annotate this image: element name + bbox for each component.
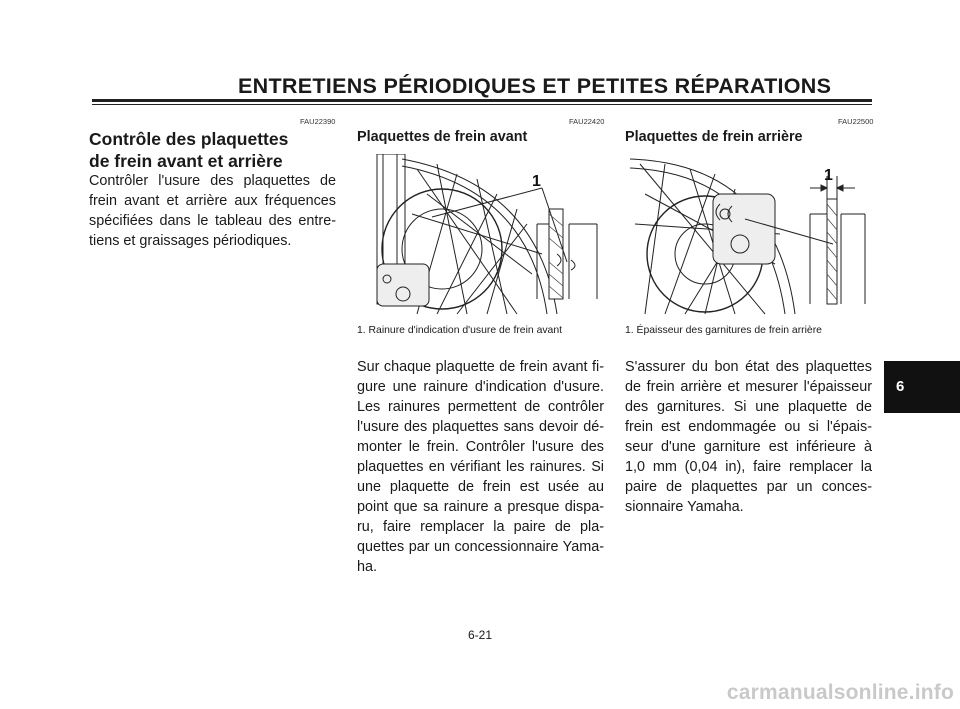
section-title: Plaquettes de frein arrière xyxy=(625,129,803,145)
section-code: FAU22420 xyxy=(569,117,605,126)
figure-callout-label: 1 xyxy=(824,167,833,184)
section-title: Plaquettes de frein avant xyxy=(357,129,528,145)
page-number: 6-21 xyxy=(467,628,493,642)
page-header-title: ENTRETIENS PÉRIODIQUES ET PETITES RÉPARATIONS xyxy=(238,74,832,98)
header-rule-thick xyxy=(92,99,872,102)
figure-callout-label: 1 xyxy=(532,173,541,190)
section-title xyxy=(89,128,288,172)
chapter-tab: 6 xyxy=(884,361,960,413)
section-title-line-1: Contrôle des plaquettes xyxy=(89,129,289,149)
watermark: carmanualsonline.info xyxy=(726,681,954,704)
section-code: FAU22500 xyxy=(838,117,874,126)
figure-caption: 1. Épaisseur des garnitures de frein arrière xyxy=(625,325,822,336)
front-brake-figure xyxy=(357,154,607,320)
section-body: Sur chaque plaquette de frein avant fi-gure une rainure d'indication d'usure. Les rainures permettent de contrôler l'usure des plaquettes sans devoir dé-monter le frein. Contrôler l'usure des plaquettes en vérifiant les rainures. Si une plaquette de frein est usée au point que sa rainure a presque dispa-ru, faire remplacer la paire de pla-quettes par un concessionnaire Yama-ha. xyxy=(357,359,604,575)
header-rule-thin xyxy=(92,104,872,105)
rear-brake-figure xyxy=(625,154,875,320)
section-code: FAU22390 xyxy=(300,117,336,126)
section-body: S'assurer du bon état des plaquettes de frein arrière et mesurer l'épaisseur des garnitures. Si une plaquette de frein est endommagée ou si l'épais-seur d'une garniture est inférieure à 1,0 mm (0,04 in), faire remplacer la paire de plaquettes par un conces-sionnaire Yamaha. xyxy=(625,359,872,515)
section-title-line-2: de frein avant et arrière xyxy=(89,151,283,171)
section-body: Contrôler l'usure des plaquettes de frein avant et arrière aux fréquences spécifiées dans le tableau des entre-tiens et graissages périodiques. xyxy=(89,173,336,249)
figure-caption: 1. Rainure d'indication d'usure de frein avant xyxy=(357,325,562,336)
